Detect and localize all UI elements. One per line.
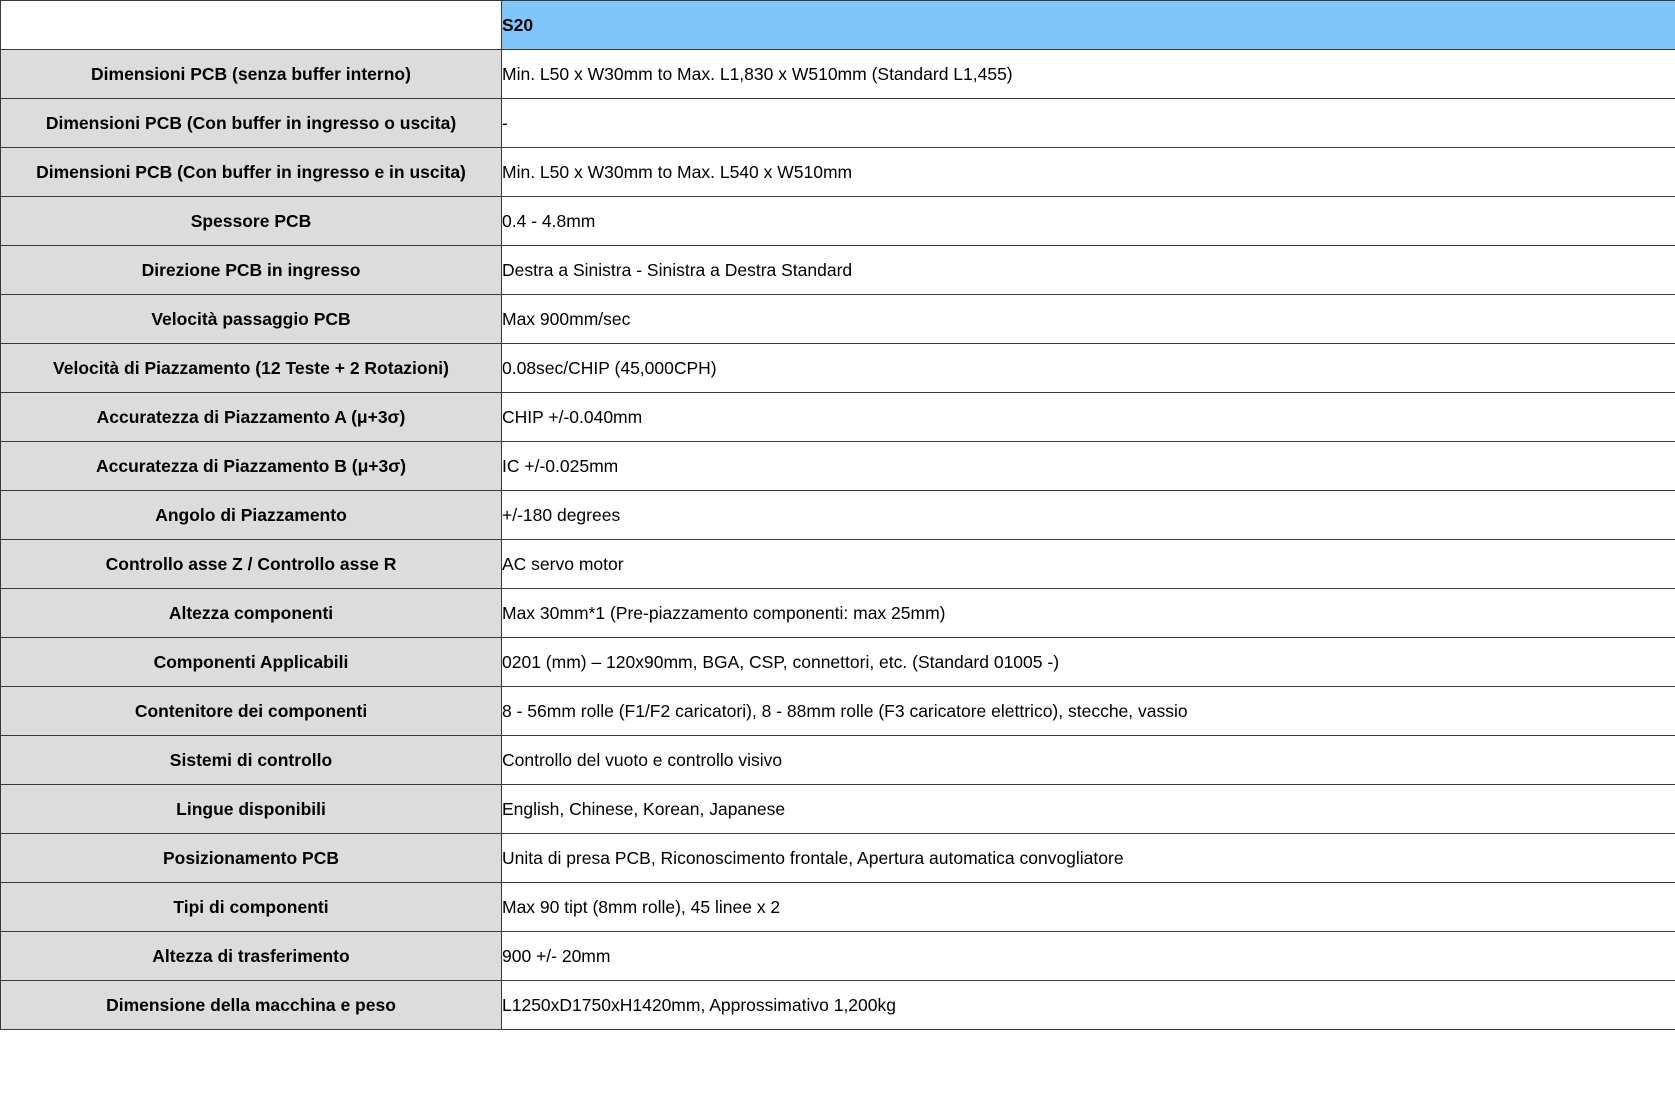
spec-label: Altezza di trasferimento bbox=[1, 932, 502, 981]
spec-label: Velocità di Piazzamento (12 Teste + 2 Rotazioni) bbox=[1, 344, 502, 393]
spec-value: Min. L50 x W30mm to Max. L540 x W510mm bbox=[502, 148, 1675, 197]
spec-value: AC servo motor bbox=[502, 540, 1675, 589]
spec-value: 900 +/- 20mm bbox=[502, 932, 1675, 981]
spec-row bbox=[1, 197, 1675, 246]
spec-row bbox=[1, 736, 1675, 785]
spec-value: 0.4 - 4.8mm bbox=[502, 197, 1675, 246]
spec-label: Dimensioni PCB (Con buffer in ingresso o uscita) bbox=[1, 99, 502, 148]
spec-label: Spessore PCB bbox=[1, 197, 502, 246]
spec-row bbox=[1, 589, 1675, 638]
spec-value: +/-180 degrees bbox=[502, 491, 1675, 540]
spec-value: Unita di presa PCB, Riconoscimento frontale, Apertura automatica convogliatore bbox=[502, 834, 1675, 883]
spec-row bbox=[1, 246, 1675, 295]
spec-row bbox=[1, 295, 1675, 344]
spec-table-body bbox=[1, 50, 1675, 1030]
spec-label: Lingue disponibili bbox=[1, 785, 502, 834]
spec-value: Max 90 tipt (8mm rolle), 45 linee x 2 bbox=[502, 883, 1675, 932]
spec-value: Max 30mm*1 (Pre-piazzamento componenti: max 25mm) bbox=[502, 589, 1675, 638]
spec-label: Accuratezza di Piazzamento A (μ+3σ) bbox=[1, 393, 502, 442]
model-header-cell: S20 bbox=[502, 1, 1675, 50]
spec-row bbox=[1, 393, 1675, 442]
spec-value: Max 900mm/sec bbox=[502, 295, 1675, 344]
spec-row bbox=[1, 50, 1675, 99]
spec-value: English, Chinese, Korean, Japanese bbox=[502, 785, 1675, 834]
spec-label: Direzione PCB in ingresso bbox=[1, 246, 502, 295]
spec-label: Accuratezza di Piazzamento B (μ+3σ) bbox=[1, 442, 502, 491]
spec-label: Posizionamento PCB bbox=[1, 834, 502, 883]
spec-value: 0201 (mm) – 120x90mm, BGA, CSP, connettori, etc. (Standard 01005 -) bbox=[502, 638, 1675, 687]
spec-row bbox=[1, 834, 1675, 883]
spec-label: Velocità passaggio PCB bbox=[1, 295, 502, 344]
spec-label: Componenti Applicabili bbox=[1, 638, 502, 687]
spec-row bbox=[1, 491, 1675, 540]
spec-value: 0.08sec/CHIP (45,000CPH) bbox=[502, 344, 1675, 393]
header-empty-cell bbox=[1, 1, 502, 50]
spec-label: Sistemi di controllo bbox=[1, 736, 502, 785]
spec-label: Contenitore dei componenti bbox=[1, 687, 502, 736]
spec-value: L1250xD1750xH1420mm, Approssimativo 1,200kg bbox=[502, 981, 1675, 1030]
spec-label: Controllo asse Z / Controllo asse R bbox=[1, 540, 502, 589]
spec-value: Min. L50 x W30mm to Max. L1,830 x W510mm (Standard L1,455) bbox=[502, 50, 1675, 99]
spec-value: Destra a Sinistra - Sinistra a Destra Standard bbox=[502, 246, 1675, 295]
spec-row bbox=[1, 99, 1675, 148]
spec-label: Dimensione della macchina e peso bbox=[1, 981, 502, 1030]
spec-row bbox=[1, 883, 1675, 932]
spec-label: Altezza componenti bbox=[1, 589, 502, 638]
spec-row bbox=[1, 981, 1675, 1030]
spec-value: Controllo del vuoto e controllo visivo bbox=[502, 736, 1675, 785]
spec-label: Angolo di Piazzamento bbox=[1, 491, 502, 540]
header-row bbox=[1, 1, 1675, 50]
spec-row bbox=[1, 687, 1675, 736]
spec-value: CHIP +/-0.040mm bbox=[502, 393, 1675, 442]
spec-row bbox=[1, 785, 1675, 834]
spec-row bbox=[1, 344, 1675, 393]
spec-label: Dimensioni PCB (Con buffer in ingresso e in uscita) bbox=[1, 148, 502, 197]
spec-value: - bbox=[502, 99, 1675, 148]
spec-label: Tipi di componenti bbox=[1, 883, 502, 932]
spec-value: IC +/-0.025mm bbox=[502, 442, 1675, 491]
spec-row bbox=[1, 638, 1675, 687]
spec-row bbox=[1, 442, 1675, 491]
spec-row bbox=[1, 148, 1675, 197]
spec-label: Dimensioni PCB (senza buffer interno) bbox=[1, 50, 502, 99]
spec-row bbox=[1, 932, 1675, 981]
spec-row bbox=[1, 540, 1675, 589]
spec-value: 8 - 56mm rolle (F1/F2 caricatori), 8 - 88mm rolle (F3 caricatore elettrico), stecche, vassio bbox=[502, 687, 1675, 736]
